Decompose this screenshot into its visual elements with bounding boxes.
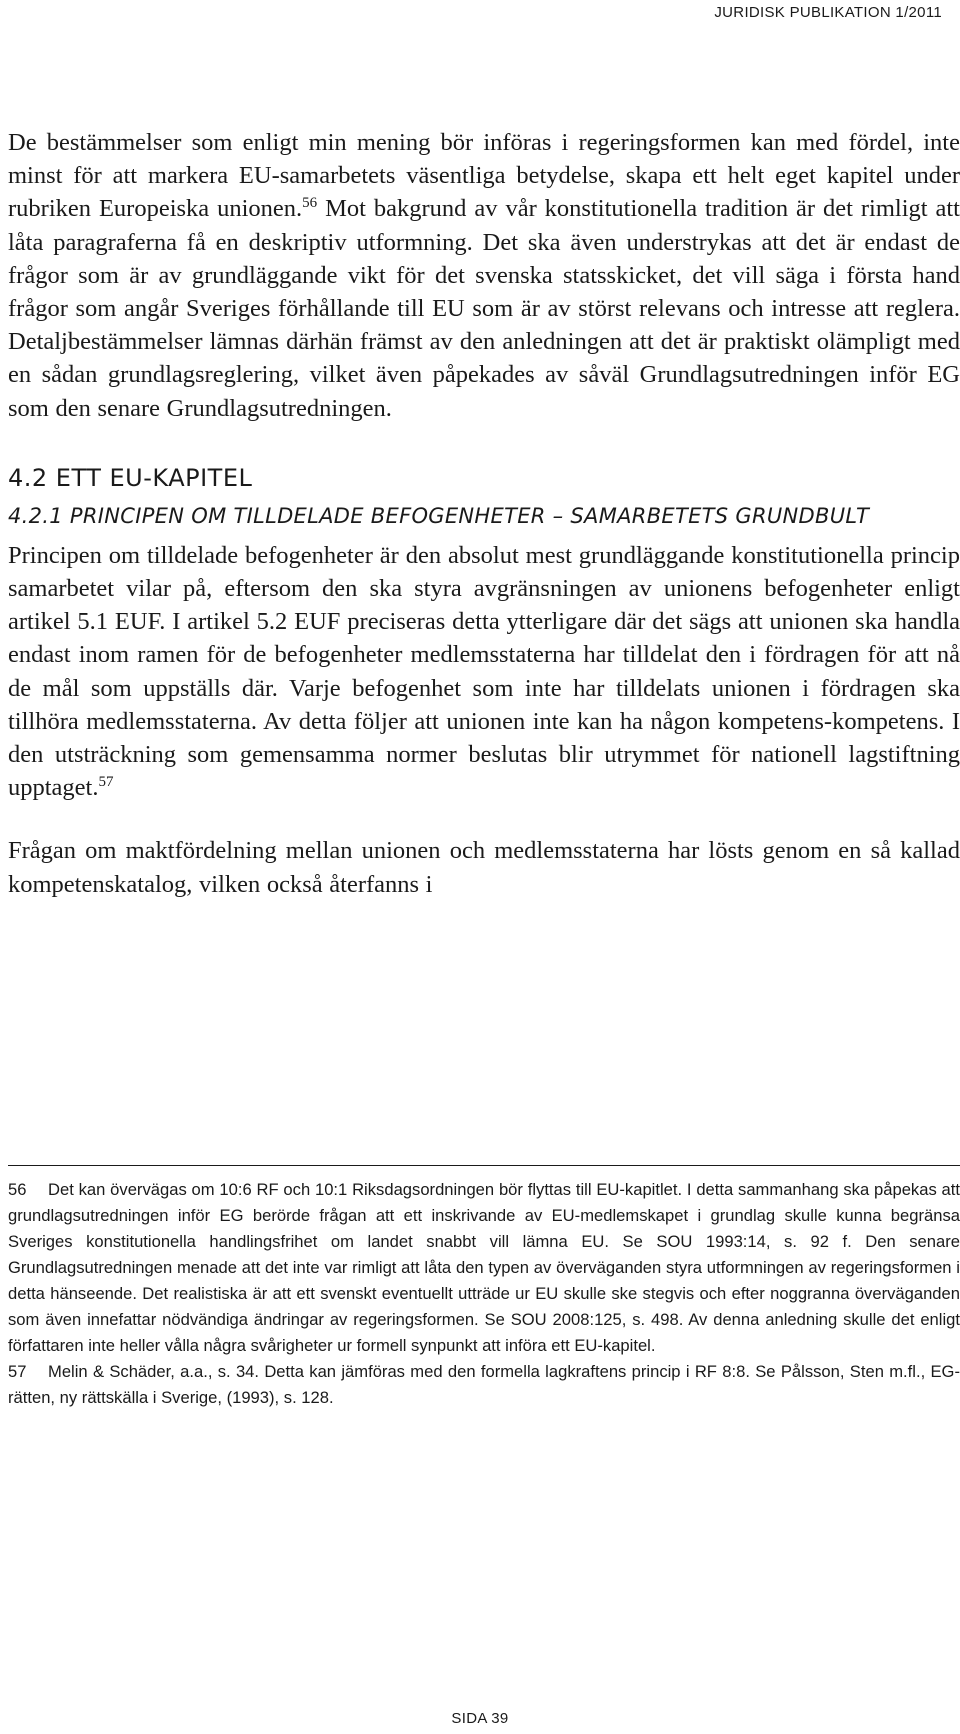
body-paragraph-2 xyxy=(8,539,960,805)
footnote-number: 57 xyxy=(8,1362,27,1381)
footnote-number: 56 xyxy=(8,1180,27,1199)
footnote-text: Det kan övervägas om 10:6 RF och 10:1 Riksdagsordningen bör flyttas till EU-kapitlet. I detta sammanhang ska påpekas att grundlagsutredningen inför EG berörde frågan att ett inskrivande av EU-medlemskapet i grundlag skulle kunna begränsa Sveriges konstitutionella handlingsfrihet om landet snabbt vill lämna EU. Se SOU 1993:14, s. 92 f. Den senare Grundlagsutredningen menade att det inte var rimligt att låta den typen av överväganden styra utformningen av regeringsformen i detta hänseende. Det realistiska är att ett svenskt eventuellt utträde ur EU skulle ske stegvis och efter noggranna överväganden som även innefattar nödvändiga ändringar av regeringsformen. Se SOU 2008:125, s. 498. Av denna anledning skulle det enligt författaren inte heller vålla några svårigheter ur formell synpunkt att införa ett EU-kapitel. xyxy=(8,1180,960,1355)
body-paragraph-1 xyxy=(8,126,960,425)
footnote-reference-57[interactable]: 57 xyxy=(98,774,114,791)
paragraph-text: De bestämmelser som enligt min mening bör införas i regeringsformen kan med fördel, inte minst för att markera EU-samarbetets väsentliga betydelse, skapa ett helt eget kapitel under rubriken Europeiska unionen. xyxy=(8,129,960,223)
body-paragraph-3: Frågan om maktfördelning mellan unionen och medlemsstaterna har lösts genom en så kallad kompetenskatalog, vilken också återfanns i xyxy=(8,837,960,898)
footnote-56 xyxy=(8,1177,960,1359)
footnote-divider xyxy=(8,1165,960,1166)
footnote-text: Melin & Schäder, a.a., s. 34. Detta kan jämföras med den formella lagkraftens princip i RF 8:8. Se Pålsson, Sten m.fl., EG-rätten, ny rättskälla i Sverige, (1993), s. 128. xyxy=(8,1362,960,1407)
page-number: SIDA 39 xyxy=(451,1710,509,1727)
paragraph-text: Mot bakgrund av vår konstitutionella tradition är det rimligt att låta paragraferna få en deskriptiv utformning. Det ska även understrykas att det är endast de frågor som är av grundläggande vikt för det svenska statsskicket, det vill säga i första hand frågor som angår Sveriges förhållande till EU som är av störst relevans och intresse att reglera. Detaljbestämmelser lämnas därhän främst av den anledningen att det är praktiskt olämpligt med en sådan grundlagsreglering, vilket även påpekades av såväl Grundlagsutredningen inför EG som den senare Grundlagsutredningen. xyxy=(8,195,960,422)
section-heading: 4.2 ETT EU-KAPITEL xyxy=(8,463,253,492)
main-text xyxy=(8,126,960,901)
footnote-reference-56[interactable]: 56 xyxy=(302,195,318,212)
footnotes xyxy=(8,1177,960,1411)
footnote-57 xyxy=(8,1359,960,1411)
paragraph-text: Principen om tilldelade befogenheter är den absolut mest grundläggande konstitutionella princip samarbetet vilar på, eftersom den ska styra avgränsningen av unionens befogenheter enligt artikel 5.1 EUF. I artikel 5.2 EUF preciseras detta ytterligare där det sägs att unionen ska handla endast inom ramen för de befogenheter medlemsstaterna har tilldelat den i fördragen för att nå de mål som uppställs där. Varje befogenhet som inte har tilldelats unionen i fördragen ska tillhöra medlemsstaterna. Av detta följer att unionen inte kan ha någon kompetens-kompetens. I den utsträckning som gemensamma normer beslutas blir utrymmet för nationell lagstiftning upptaget. xyxy=(8,541,960,802)
running-header: JURIDISK PUBLIKATION 1/2011 xyxy=(714,4,942,21)
subsection-heading: 4.2.1 PRINCIPEN OM TILLDELADE BEFOGENHETER – SAMARBETETS GRUNDBULT xyxy=(8,503,870,528)
